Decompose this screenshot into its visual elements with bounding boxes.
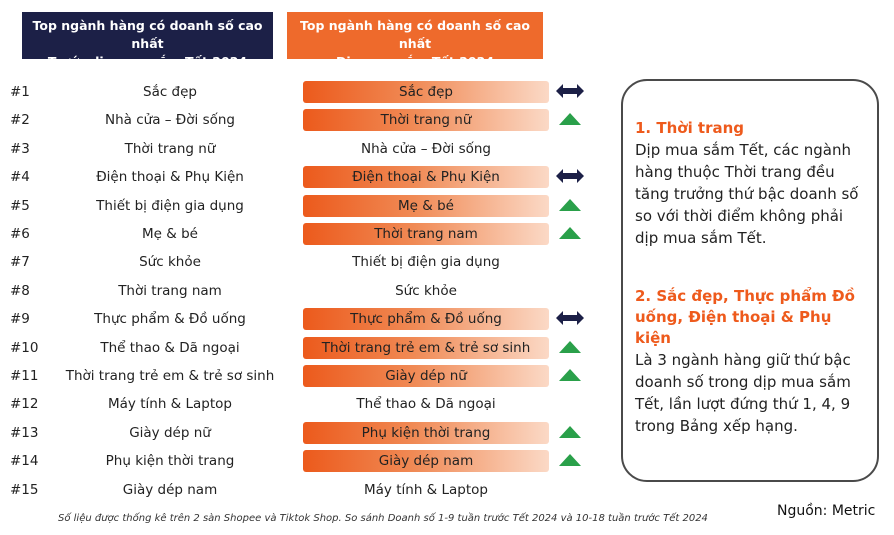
rank-up-icon bbox=[553, 194, 587, 216]
during-tet-category: Thiết bị điện gia dụng bbox=[352, 254, 500, 270]
point1-body: Dịp mua sắm Tết, các ngành hàng thuộc Thời trang đều tăng trưởng thứ bậc doanh số so với thời điểm không phải dịp mua sắm Tết. bbox=[635, 141, 859, 247]
rank-label: #1 bbox=[10, 84, 30, 100]
before-tet-category: Giày dép nữ bbox=[129, 425, 211, 441]
during-tet-category: Mẹ & bé bbox=[303, 195, 549, 217]
rank-up-icon bbox=[553, 364, 587, 386]
during-tet-category: Thể thao & Dã ngoại bbox=[356, 396, 496, 412]
header-during-line1: Top ngành hàng có doanh số cao nhất bbox=[300, 18, 530, 51]
rank-unchanged-icon bbox=[553, 165, 587, 187]
before-tet-category: Giày dép nam bbox=[122, 482, 218, 498]
point2-body: Là 3 ngành hàng giữ thứ bậc doanh số trong dịp mua sắm Tết, lần lượt đứng thứ 1, 4, 9 trong Bảng xếp hạng. bbox=[635, 351, 851, 435]
rank-label: #4 bbox=[10, 169, 30, 185]
rank-up-icon bbox=[553, 222, 587, 244]
rank-label: #11 bbox=[10, 368, 39, 384]
header-during-line2: Dịp mua sắm Tết 2024 bbox=[335, 54, 495, 69]
rank-label: #6 bbox=[10, 226, 30, 242]
during-tet-category: Sức khỏe bbox=[395, 283, 457, 299]
during-tet-category: Thời trang nữ bbox=[303, 109, 549, 131]
during-tet-category: Giày dép nữ bbox=[303, 365, 549, 387]
before-tet-category: Phụ kiện thời trang bbox=[105, 453, 235, 469]
before-tet-category: Thể thao & Dã ngoại bbox=[100, 340, 240, 356]
during-tet-category: Sắc đẹp bbox=[303, 81, 549, 103]
rank-unchanged-icon bbox=[553, 307, 587, 329]
rank-label: #5 bbox=[10, 198, 30, 214]
before-tet-category: Mẹ & bé bbox=[142, 226, 198, 242]
rank-up-icon bbox=[553, 449, 587, 471]
rank-label: #9 bbox=[10, 311, 30, 327]
rank-label: #15 bbox=[10, 482, 39, 498]
rank-label: #13 bbox=[10, 425, 39, 441]
source-label: Nguồn: Metric bbox=[777, 503, 876, 519]
rank-up-icon bbox=[553, 108, 587, 130]
before-tet-category: Thiết bị điện gia dụng bbox=[96, 198, 244, 214]
before-tet-category: Thực phẩm & Đồ uống bbox=[94, 311, 246, 327]
rank-label: #2 bbox=[10, 112, 30, 128]
footnote: Số liệu được thống kê trên 2 sàn Shopee và Tiktok Shop. So sánh Doanh số 1-9 tuần trước Tết 2024 và 10-18 tuần trước Tết 2024 bbox=[58, 513, 708, 524]
during-tet-category: Thời trang trẻ em & trẻ sơ sinh bbox=[303, 337, 549, 359]
before-tet-category: Thời trang nữ bbox=[124, 141, 216, 157]
during-tet-category: Máy tính & Laptop bbox=[364, 482, 488, 498]
during-tet-category: Thực phẩm & Đồ uống bbox=[303, 308, 549, 330]
rank-label: #7 bbox=[10, 254, 30, 270]
during-tet-category: Nhà cửa – Đời sống bbox=[361, 141, 491, 157]
rank-label: #10 bbox=[10, 340, 39, 356]
header-before-line2: Trước dịp mua sắm Tết 2024 bbox=[47, 54, 248, 69]
during-tet-category: Thời trang nam bbox=[303, 223, 549, 245]
before-tet-category: Sắc đẹp bbox=[143, 84, 197, 100]
insight-callout bbox=[621, 79, 879, 482]
during-tet-category: Điện thoại & Phụ Kiện bbox=[303, 166, 549, 188]
before-tet-category: Nhà cửa – Đời sống bbox=[105, 112, 235, 128]
rank-unchanged-icon bbox=[553, 80, 587, 102]
before-tet-category: Máy tính & Laptop bbox=[108, 396, 232, 412]
point1-title: 1. Thời trang bbox=[635, 119, 745, 137]
rank-up-icon bbox=[553, 421, 587, 443]
rank-label: #14 bbox=[10, 453, 39, 469]
rank-label: #8 bbox=[10, 283, 30, 299]
rank-label: #3 bbox=[10, 141, 30, 157]
before-tet-category: Điện thoại & Phụ Kiện bbox=[96, 169, 244, 185]
point2-title: 2. Sắc đẹp, Thực phẩm Đồ uống, Điện thoại & Phụ kiện bbox=[635, 287, 855, 347]
before-tet-category: Sức khỏe bbox=[139, 254, 201, 270]
header-before-line1: Top ngành hàng có doanh số cao nhất bbox=[32, 18, 263, 51]
rank-up-icon bbox=[553, 336, 587, 358]
during-tet-category: Phụ kiện thời trang bbox=[303, 422, 549, 444]
during-tet-category: Giày dép nam bbox=[303, 450, 549, 472]
before-tet-category: Thời trang trẻ em & trẻ sơ sinh bbox=[65, 368, 275, 384]
header-before-tet bbox=[22, 12, 273, 69]
rank-label: #12 bbox=[10, 396, 39, 412]
header-during-tet bbox=[287, 12, 543, 69]
before-tet-category: Thời trang nam bbox=[118, 283, 222, 299]
